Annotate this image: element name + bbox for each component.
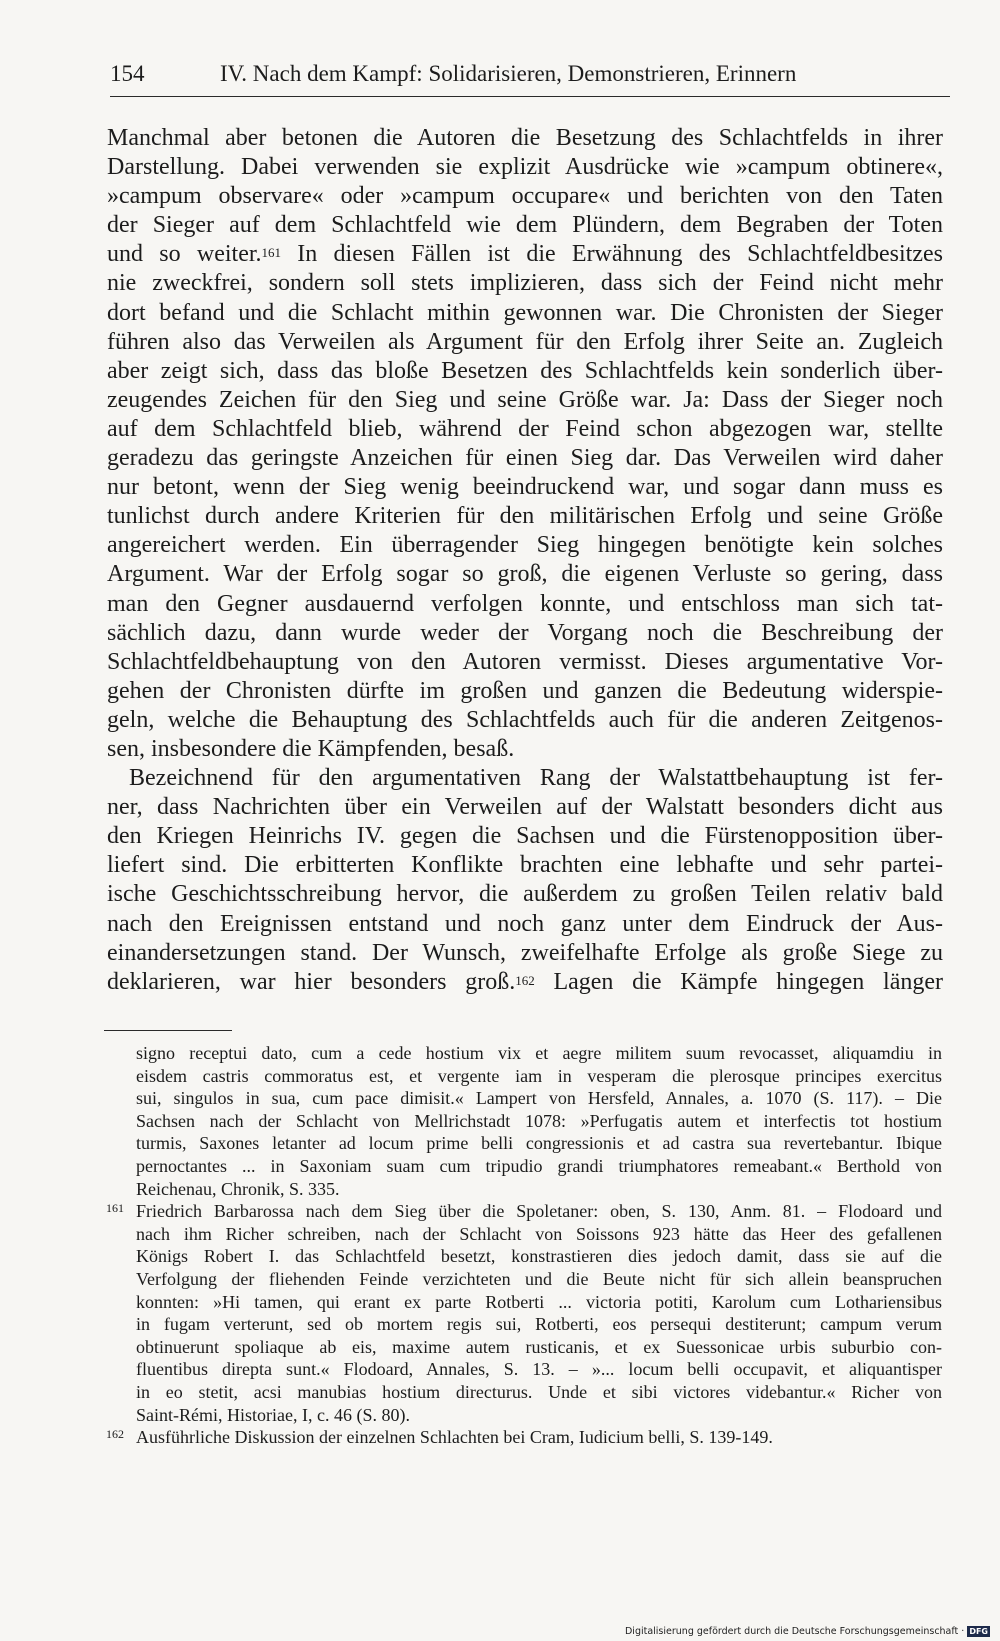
body-line: geln, welche die Behauptung des Schlachtfelds auch für die anderen Zeitgenos- [107, 706, 943, 733]
digitization-credit [625, 1626, 990, 1637]
footnote-line: in eo stetit, acsi manubias hostium directurus. Unde et sibi victores videbantur.« Richer von [136, 1381, 942, 1402]
footnote-line: turmis, Saxones letanter ad locum prime belli congressionis et ad castra sua revertebantur. Ibique [136, 1133, 942, 1154]
body-line: tunlichst durch andere Kriterien für den militärischen Erfolg und seine Größe [107, 503, 943, 530]
footnote-continuation [104, 1042, 942, 1200]
body-line-with-footnote-ref [107, 240, 943, 269]
body-line: auf dem Schlachtfeld blieb, während der Feind schon abgezogen war, stellte [107, 415, 943, 442]
footnote-161 [104, 1200, 942, 1426]
body-line: man den Gegner ausdauernd verfolgen konnte, und entschloss man sich tat- [107, 590, 943, 617]
footnote-162 [104, 1426, 942, 1449]
body-line: Darstellung. Dabei verwenden sie explizit Ausdrücke wie »campum obtinere«, [107, 154, 943, 181]
page-number: 154 [110, 61, 145, 86]
body-line-segment: Lagen die Kämpfe hingegen länger [534, 968, 943, 995]
running-head: IV. Nach dem Kampf: Solidarisieren, Demonstrieren, Erinnern [220, 61, 797, 86]
footnote-separator [104, 1030, 232, 1031]
body-line: Schlachtfeldbehauptung von den Autoren vermisst. Dieses argumentative Vor- [107, 648, 943, 675]
footnote-line: in fugam verterunt, sed ob mortem regis sui, Rotberti, eos persequi destiterunt; campum verum [136, 1314, 942, 1335]
footnote-line: Saint-Rémi, Historiae, I, c. 46 (S. 80). [136, 1404, 410, 1425]
page-header [110, 60, 950, 97]
body-line: nur betont, wenn der Sieg wenig beeindruckend war, und sogar dann muss es [107, 474, 943, 501]
footnote-line: Reichenau, Chronik, S. 335. [136, 1178, 340, 1199]
body-line-with-footnote-ref [107, 968, 943, 997]
body-line: den Kriegen Heinrichs IV. gegen die Sachsen und die Fürstenopposition über- [107, 823, 943, 850]
body-line: nach den Ereignissen entstand und noch ganz unter dem Eindruck der Aus- [107, 910, 943, 937]
footnotes [104, 1042, 942, 1449]
body-line: gehen der Chronisten dürfte im großen und ganzen die Bedeutung widerspie- [107, 677, 943, 704]
body-line: angereichert werden. Ein überragender Sieg hingegen benötigte kein solches [107, 532, 943, 559]
footnote-line: Ausführliche Diskussion der einzelnen Schlachten bei Cram, Iudicium belli, S. 139-149. [136, 1427, 773, 1448]
footnote-number: 162 [106, 1427, 124, 1442]
body-line: dort befand und die Schlacht mithin gewonnen war. Die Chronisten der Sieger [107, 299, 943, 326]
body-line: liefert sind. Die erbitterten Konflikte brachten eine lebhafte und sehr partei- [107, 852, 943, 879]
footnote-ref-161[interactable]: 161 [261, 245, 282, 261]
body-line: sen, insbesondere die Kämpfenden, besaß. [107, 735, 515, 762]
body-line: Argument. War der Erfolg sogar so groß, die eigenen Verluste so gering, dass [107, 561, 943, 588]
body-line: führen also das Verweilen als Argument für den Erfolg ihrer Seite an. Zugleich [107, 328, 943, 355]
body-line: der Sieger auf dem Schlachtfeld wie dem Plündern, dem Begraben der Toten [107, 212, 943, 239]
body-line: zeugendes Zeichen für den Sieg und seine Größe war. Ja: Dass der Sieger noch [107, 386, 943, 413]
body-line: ner, dass Nachrichten über ein Verweilen auf der Walstatt besonders dicht aus [107, 794, 943, 821]
footnote-line: eisdem castris commoratus est, et vergente iam in vesperam die plerosque principes exercitus [136, 1065, 942, 1086]
footnote-line: Verfolgung der fliehenden Feinde verzichteten und die Beute nicht für sich allein beanspruchen [136, 1268, 942, 1289]
body-line-segment: deklarieren, war hier besonders groß. [107, 968, 516, 995]
body-line: »campum observare« oder »campum occupare« und berichten von den Taten [107, 183, 943, 210]
body-line-segment: und so weiter. [107, 241, 262, 268]
body-line: nie zweckfrei, sondern soll stets implizieren, dass sich der Feind nicht mehr [107, 270, 943, 297]
body-line: ische Geschichtsschreibung hervor, die außerdem zu großen Teilen relativ bald [107, 881, 943, 908]
credit-text: Digitalisierung gefördert durch die Deutsche Forschungsgemeinschaft · [624, 1626, 965, 1637]
body-line: Manchmal aber betonen die Autoren die Besetzung des Schlachtfelds in ihrer [107, 125, 943, 151]
body-line: geradezu das geringste Anzeichen für einen Sieg dar. Das Verweilen wird daher [107, 445, 943, 472]
footnote-line: nach ihm Richer schreiben, nach der Schlacht von Soissons 923 hätte das Heer des gefallenen [136, 1223, 942, 1244]
footnote-line: obtinuerunt spoliaque ab eis, maxime autem rusticanis, et ex Suessonicae urbis suburbio con- [136, 1336, 942, 1357]
body-line: sächlich dazu, dann wurde weder der Vorgang noch die Beschreibung der [107, 619, 943, 646]
footnote-number: 161 [106, 1201, 124, 1216]
footnote-line: Friedrich Barbarossa nach dem Sieg über die Spoletaner: oben, S. 130, Anm. 81. – Flodoard und [136, 1201, 942, 1222]
body-line: einandersetzungen stand. Der Wunsch, zweifelhafte Erfolge als große Siege zu [107, 939, 943, 966]
footnote-line: Sachsen nach der Schlacht von Mellrichstadt 1078: »Perfugatis autem et interfectis tot hostium [136, 1110, 942, 1131]
body-line: Bezeichnend für den argumentativen Rang der Walstattbehauptung ist fer- [129, 765, 943, 792]
footnote-line: sui, singulos in sua, cum pace dimisit.« Lampert von Hersfeld, Annales, a. 1070 (S. 117). – Die [136, 1088, 942, 1109]
footnote-line: konnten: »Hi tamen, qui erant ex parte Rotberti ... victoria potiti, Karolum cum Lothariensibus [136, 1291, 942, 1312]
body-text [107, 124, 943, 997]
dfg-logo-icon: DFG [969, 1627, 988, 1636]
body-line: aber zeigt sich, dass das bloße Besetzen des Schlachtfelds kein sonderlich über- [107, 357, 943, 384]
footnote-ref-162[interactable]: 162 [515, 972, 535, 988]
footnote-line: fluentibus direpta sunt.« Flodoard, Annales, S. 13. – »... locum belli occupavit, et aliquantisper [136, 1359, 942, 1380]
footnote-line: Königs Robert I. das Schlachtfeld besetzt, konstrastieren dies jedoch damit, dass sie auf die [136, 1246, 942, 1267]
footnote-line: signo receptui dato, cum a cede hostium vix et aegre militem suum revocasset, aliquamdiu in [136, 1043, 942, 1063]
body-line-segment: In diesen Fällen ist die Erwähnung des Schlachtfeldbesitzes [281, 241, 943, 268]
footnote-line: pernoctantes ... in Saxoniam suam cum tripudio grandi triumphatores remeabant.« Berthold von [136, 1155, 942, 1176]
